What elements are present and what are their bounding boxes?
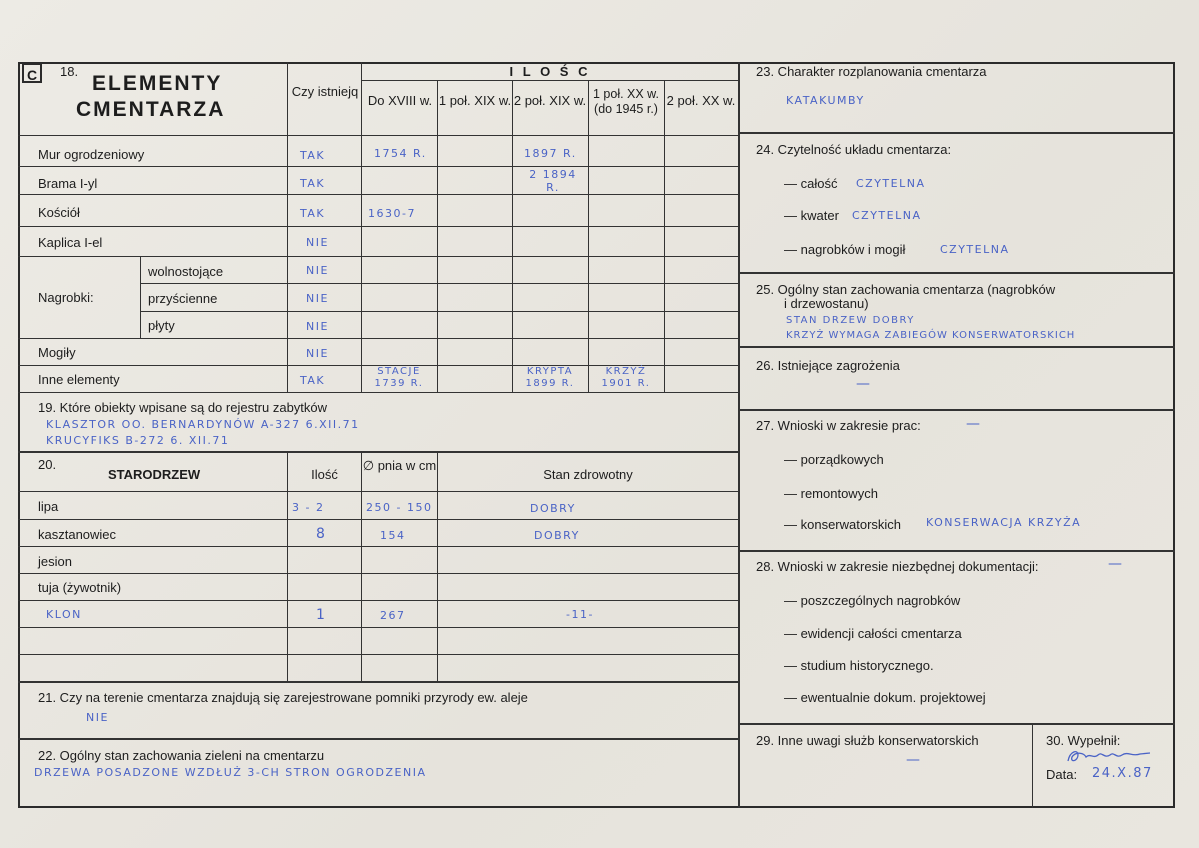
section24-value: CZYTELNA	[940, 243, 1010, 256]
rule	[18, 451, 738, 453]
rule	[287, 62, 288, 392]
row-label-mur: Mur ogrodzeniowy	[38, 147, 145, 162]
section28-item: — poszczególnych nagrobków	[784, 593, 961, 608]
section19-line2: KRUCYFIKS B-272 6. XII.71	[46, 434, 230, 447]
tree-stan: -11-	[566, 608, 594, 621]
rule	[140, 311, 738, 312]
col-2pol-xx: 2 poł. XX w.	[666, 93, 736, 108]
row-sublabel-przyscienne: przyścienne	[148, 291, 218, 306]
rule	[287, 452, 288, 682]
section24-item: — nagrobków i mogił	[784, 242, 906, 257]
rule	[739, 409, 1175, 411]
tree-ilosc: 3 - 2	[292, 501, 325, 514]
row-label-kaplica: Kaplica I-el	[38, 235, 103, 250]
row-sublabel-wolnostojace: wolnostojące	[148, 264, 224, 279]
inne-do-xviii: STACJE 1739 R.	[374, 366, 424, 389]
brama-2pol-xix: 2 1894 R.	[529, 168, 577, 194]
section21-label: 21. Czy na terenie cmentarza znajdują się zarejestrowane pomniki przyrody ew. aleje	[38, 690, 528, 705]
section24-item: — kwater	[784, 208, 839, 223]
rule	[18, 194, 738, 195]
rule	[18, 392, 738, 393]
section20-number: 20.	[38, 457, 57, 472]
col-1pol-xx: 1 poł. XX w. (do 1945 r.)	[592, 87, 659, 116]
signature-icon	[1064, 745, 1154, 765]
rule	[18, 519, 738, 520]
section27-konserw-value: KONSERWACJA KRZYŻA	[926, 516, 1082, 529]
section25-value2: KRZYŻ WYMAGA ZABIEGÓW KONSERWATORSKICH	[786, 330, 1076, 341]
rule	[739, 132, 1175, 134]
nagrobki-przyscienne: NIE	[306, 292, 329, 305]
tree-name: KLON	[46, 608, 82, 621]
rule	[512, 80, 513, 392]
section27-item: — porządkowych	[784, 452, 884, 467]
row-label-nagrobki: Nagrobki:	[38, 290, 94, 305]
rule	[437, 80, 438, 392]
rule	[18, 226, 738, 227]
inne-1pol-xx: KRZYŻ 1901 R.	[601, 366, 651, 389]
rule	[18, 256, 738, 257]
section21-value: NIE	[86, 711, 109, 724]
section24-label: 24. Czytelność układu cmentarza:	[756, 142, 952, 157]
rule	[18, 135, 738, 136]
rule	[1032, 724, 1033, 808]
col-stan: Stan zdrowotny	[543, 467, 633, 482]
tree-pien: 267	[380, 609, 406, 622]
rule	[18, 491, 738, 492]
ilosc-rule	[362, 80, 738, 81]
rule	[18, 166, 738, 167]
section18-title1: ELEMENTY	[92, 72, 223, 95]
mur-do-xviii: 1754 R.	[374, 147, 427, 160]
kosciol-do-xviii: 1630-7	[368, 207, 416, 220]
row-label-brama: Brama I-yl	[38, 176, 98, 191]
nagrobki-plyty: NIE	[306, 320, 329, 333]
section25-value1: STAN DRZEW DOBRY	[786, 315, 915, 326]
section28-item: — ewidencji całości cmentarza	[784, 626, 962, 641]
col-2pol-xix: 2 poł. XIX w.	[513, 93, 587, 108]
row-label-inne: Inne elementy	[38, 372, 120, 387]
section28-label: 28. Wnioski w zakresie niezbędnej dokumentacji:	[756, 559, 1039, 574]
section22-label: 22. Ogólny stan zachowania zieleni na cmentarzu	[38, 748, 325, 763]
section19-line1: KLASZTOR OO. BERNARDYNÓW A-327 6.XII.71	[46, 418, 360, 431]
kosciol-exists: TAK	[300, 207, 326, 220]
tree-name: tuja (żywotnik)	[38, 580, 122, 595]
rule	[739, 272, 1175, 274]
section24-value: CZYTELNA	[852, 209, 922, 222]
rule	[18, 627, 738, 628]
section29-value: —	[906, 752, 922, 768]
rule	[18, 681, 738, 683]
section28-item: — ewentualnie dokum. projektowej	[784, 690, 986, 705]
section19-label: 19. Które obiekty wpisane są do rejestru zabytków	[38, 400, 328, 415]
section23-label: 23. Charakter rozplanowania cmentarza	[756, 64, 987, 79]
section27-dash: —	[966, 416, 982, 432]
rule	[361, 452, 362, 682]
rule	[18, 338, 738, 339]
section18-number: 18.	[60, 64, 79, 79]
section23-value: KATAKUMBY	[786, 94, 865, 107]
section26-value: —	[856, 376, 872, 392]
kaplica-exists: NIE	[306, 236, 329, 249]
tree-pien: 250 - 150	[366, 501, 433, 514]
section27-label: 27. Wnioski w zakresie prac:	[756, 418, 921, 433]
rule	[361, 62, 362, 392]
rule	[18, 654, 738, 655]
section29-label: 29. Inne uwagi służb konserwatorskich	[756, 733, 979, 748]
mur-2pol-xix: 1897 R.	[524, 147, 577, 160]
brama-exists: TAK	[300, 177, 326, 190]
rule	[588, 80, 589, 392]
rule	[18, 738, 738, 740]
rule	[437, 452, 438, 682]
section20-title: STARODRZEW	[108, 467, 201, 482]
col-do-xviii: Do XVIII w.	[367, 93, 433, 108]
tree-stan: DOBRY	[530, 502, 576, 515]
section25-label1: 25. Ogólny stan zachowania cmentarza (nagrobków	[756, 282, 1056, 297]
rule	[739, 723, 1175, 725]
section24-item: — całość	[784, 176, 838, 191]
mur-exists: TAK	[300, 149, 326, 162]
mogily-exists: NIE	[306, 347, 329, 360]
section30-date-value: 24.X.87	[1092, 766, 1153, 781]
rule	[18, 546, 738, 547]
tree-name: kasztanowiec	[38, 527, 117, 542]
ilosc-header: I L O Ś C	[509, 64, 591, 79]
section-box-letter: C	[22, 63, 42, 83]
inne-exists: TAK	[300, 374, 326, 387]
rule	[18, 573, 738, 574]
section30-date-label: Data:	[1046, 767, 1078, 782]
inne-2pol-xix: KRYPTA 1899 R.	[525, 366, 575, 389]
section30-label: 30. Wypełnił:	[1046, 733, 1121, 748]
tree-ilosc: 8	[316, 526, 327, 542]
col-exists-header: Czy istniejq	[291, 84, 359, 99]
section22-value: DRZEWA POSADZONE WZDŁUŻ 3-CH STRON OGRODZENIA	[34, 766, 427, 779]
section28-dash: —	[1108, 556, 1124, 572]
rule	[140, 283, 738, 284]
tree-name: jesion	[38, 554, 72, 569]
tree-pien: 154	[380, 529, 406, 542]
row-label-mogily: Mogiły	[38, 345, 76, 360]
rule	[140, 256, 141, 338]
rule	[739, 346, 1175, 348]
col-ilosc: Ilość	[311, 467, 338, 482]
section26-label: 26. Istniejące zagrożenia	[756, 358, 900, 373]
rule	[739, 550, 1175, 552]
nagrobki-wolnostojace: NIE	[306, 264, 329, 277]
tree-name: lipa	[38, 499, 59, 514]
tree-ilosc: 1	[316, 607, 327, 623]
col-pnia: ∅ pnia w cm	[362, 458, 437, 473]
section18-title2: CMENTARZA	[76, 98, 226, 121]
row-label-kosciol: Kościół	[38, 205, 80, 220]
section27-item: — remontowych	[784, 486, 878, 501]
section27-item: — konserwatorskich	[784, 517, 902, 532]
column-divider	[738, 62, 740, 808]
col-1pol-xix: 1 poł. XIX w.	[438, 93, 512, 108]
row-sublabel-plyty: płyty	[148, 318, 175, 333]
section25-label2: i drzewostanu)	[784, 296, 869, 311]
tree-stan: DOBRY	[534, 529, 580, 542]
section24-value: CZYTELNA	[856, 177, 926, 190]
rule	[18, 600, 738, 601]
section28-item: — studium historycznego.	[784, 658, 934, 673]
rule	[664, 80, 665, 392]
